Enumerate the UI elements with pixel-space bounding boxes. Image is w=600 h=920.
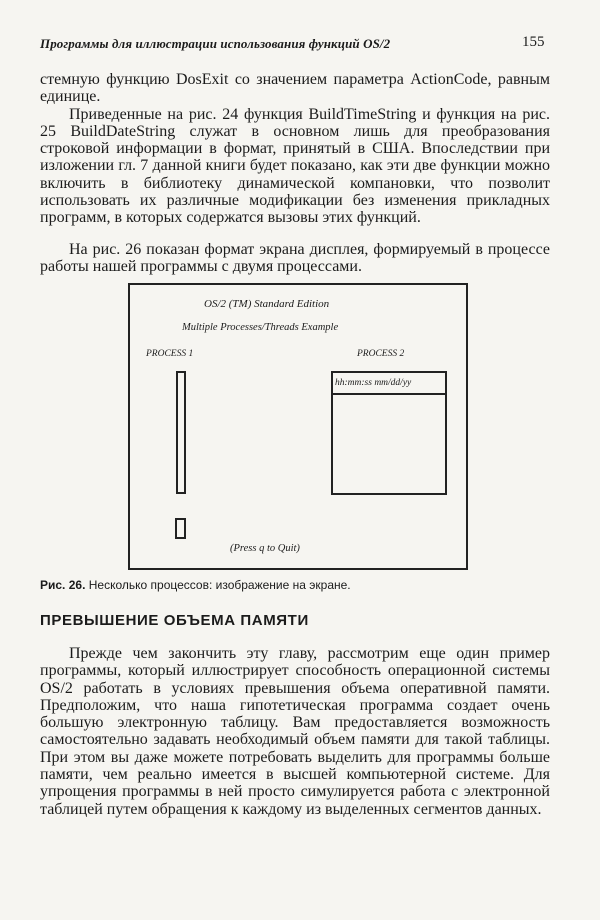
running-title: Программы для иллюстрации использования функций OS/2 [40, 36, 391, 51]
figure-title: OS/2 (TM) Standard Edition [204, 298, 330, 310]
caption-label: Рис. 26. [40, 578, 86, 592]
page-number: 155 [522, 34, 545, 50]
process2-label: PROCESS 2 [357, 349, 405, 359]
section-heading: ПРЕВЫШЕНИЕ ОБЪЕМА ПАМЯТИ [40, 612, 309, 629]
process1-indicator [175, 518, 186, 539]
screen-figure [128, 283, 468, 570]
paragraph: На рис. 26 показан формат экрана дисплея, формируемый в процессе работы нашей программы с двумя процессами. [40, 241, 550, 276]
figure-caption [40, 578, 351, 592]
process1-bar [176, 371, 186, 494]
process2-window [331, 371, 447, 495]
quit-hint: (Press q to Quit) [230, 543, 300, 554]
paragraph: Приведенные на рис. 24 функция BuildTimeString и функция на рис. 25 BuildDateString служат в основном лишь для преобразования строковой информации в формат, принятый в США. Впоследствии при изложении гл. 7 данной книги будет показано, как эти две функции можно включить в библиотеку динамической компановки, что позволит использовать их различные модификации без изменения прикладных программ, в которых содержатся вызовы этих функций. [40, 105, 550, 227]
body-text-top [40, 71, 550, 227]
process1-label: PROCESS 1 [146, 349, 194, 359]
paragraph-continuation: стемную функцию DosExit со значением параметра ActionCode, равным единице. [40, 71, 550, 106]
body-text-figure-intro [40, 241, 550, 276]
caption-text: Несколько процессов: изображение на экране. [88, 578, 351, 592]
process2-window-header: hh:mm:ss mm/dd/yy [333, 373, 445, 395]
paragraph: Прежде чем закончить эту главу, рассмотрим еще один пример программы, который иллюстрирует способность операционной системы OS/2 работать в условиях превышения объема оперативной памяти. Предположим, что наша гипотетическая программа создает очень большую электронную таблицу. Вам предоставляется возможность самостоятельно задавать необходимый объем памяти для такой таблицы. При этом вы даже можете потребовать выделить для программы больше памяти, чем реально имеется в высшей компьютерной системе. Для упрощения программы в ней просто симулируется работа с электронной таблицей путем обращения к каждому из выделенных сегментов данных. [40, 645, 550, 818]
figure-subtitle: Multiple Processes/Threads Example [182, 322, 339, 333]
body-text-section [40, 645, 550, 818]
